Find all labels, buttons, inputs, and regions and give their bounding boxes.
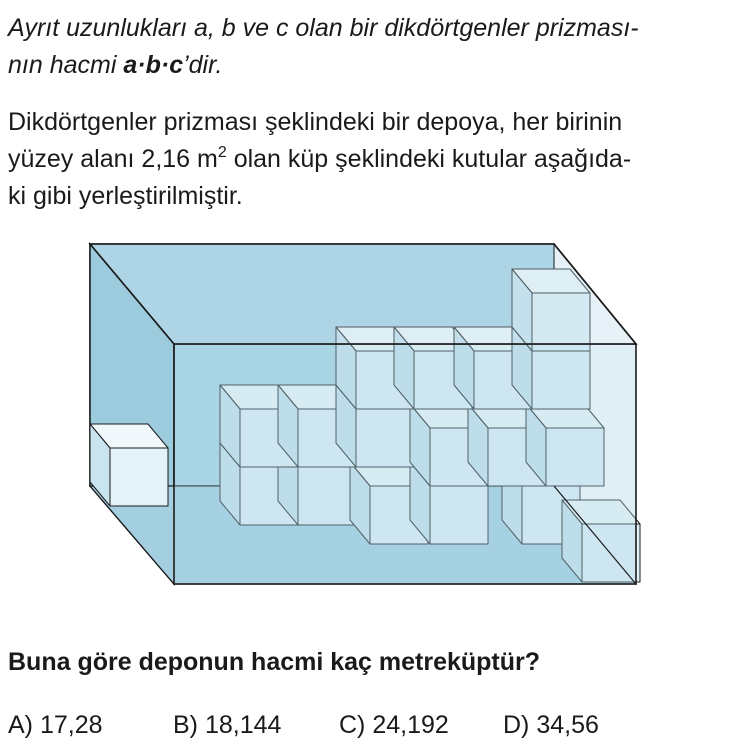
- choice-b[interactable]: B) 18,144: [173, 711, 282, 739]
- formula-b: b: [145, 51, 161, 79]
- warehouse-figure: [84, 238, 644, 590]
- warehouse-top-face: [90, 244, 636, 344]
- paragraph-line-3: ki gibi yerleştirilmiştir.: [8, 182, 243, 210]
- formula-c: c: [169, 51, 184, 79]
- choice-c[interactable]: C) 24,192: [339, 711, 449, 739]
- warehouse-front-wall: [174, 344, 636, 584]
- formula-dot: ·: [137, 51, 146, 79]
- paragraph-line-1: Dikdörtgenler prizması şeklindeki bir depoya, her birinin: [8, 108, 623, 136]
- choice-a[interactable]: A) 17,28: [8, 711, 103, 739]
- problem-paragraph: [8, 104, 730, 215]
- intro-line-2: nın hacmi a·b·c’dir.: [8, 51, 223, 79]
- formula-a: a: [123, 51, 138, 79]
- choice-d[interactable]: D) 34,56: [503, 711, 599, 739]
- intro-line-1: Ayrıt uzunlukları a, b ve c olan bir dikdörtgenler prizması-: [8, 14, 639, 42]
- paragraph-line-2: yüzey alanı 2,16 $m^2$ olan küp şeklindeki kutular aşağıda-: [8, 144, 632, 173]
- cube-box: [90, 424, 168, 506]
- formula-dot: ·: [160, 51, 170, 79]
- intro-text: [8, 10, 730, 84]
- question-text: Buna göre deponun hacmi kaç metreküptür?: [8, 648, 541, 676]
- area-unit-exponent: 2: [217, 144, 227, 161]
